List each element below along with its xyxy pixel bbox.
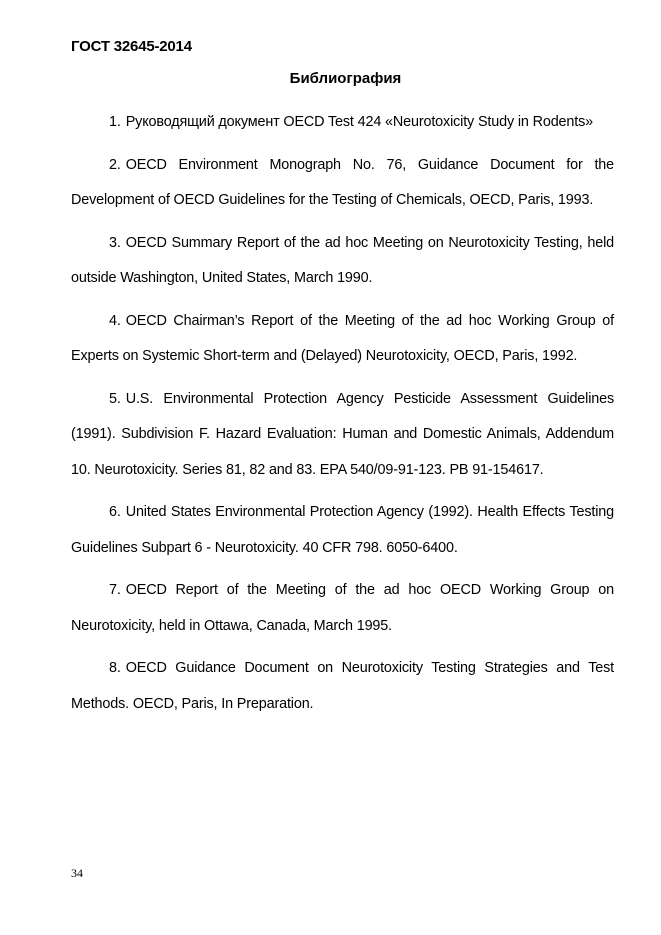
page-number: 34 <box>71 866 83 880</box>
item-number: 6. <box>109 504 121 520</box>
item-number: 4. <box>109 312 121 329</box>
bibliography-item <box>71 651 614 722</box>
item-number: 5. <box>109 390 121 407</box>
item-number: 2. <box>109 156 121 173</box>
item-text: U.S. Environmental Protection Agency Pesticide Assessment Guidelines (1991). Subdivision F. Hazard Evaluation: Human and Domestic Animals, Addendum 10. Neurotoxicity. Series 81, 82 and 83. EPA 540/09-91-123. PB 91-154617. <box>71 390 614 478</box>
item-text: United States Environmental Protection Agency (1992). Health Effects Testing Guidelines Subpart 6 - Neurotoxicity. 40 CFR 798. 6050-6400. <box>71 504 614 556</box>
item-text: OECD Guidance Document on Neurotoxicity Testing Strategies and Test Methods. OECD, Paris, In Preparation. <box>71 660 614 712</box>
item-text: OECD Report of the Meeting of the ad hoc OECD Working Group on Neurotoxicity, held in Ottawa, Canada, March 1995. <box>71 582 614 634</box>
item-text: OECD Chairman’s Report of the Meeting of the ad hoc Working Group of Experts on Systemic Short-term and (Delayed) Neurotoxicity, OECD, Paris, 1992. <box>71 312 614 364</box>
bibliography-item <box>71 495 614 566</box>
item-number: 8. <box>109 660 121 676</box>
item-text: OECD Environment Monograph No. 76, Guidance Document for the Development of OECD Guidelines for the Testing of Chemicals, OECD, Paris, 1993. <box>71 156 614 208</box>
document-code: ГОСТ 32645-2014 <box>71 38 192 55</box>
bibliography-item <box>71 226 614 297</box>
bibliography-item <box>71 382 614 489</box>
bibliography-item <box>71 304 614 375</box>
bibliography-item <box>71 573 614 644</box>
bibliography-list <box>71 105 614 729</box>
section-title: Библиография <box>289 70 402 87</box>
bibliography-item <box>71 148 614 219</box>
item-number: 1. <box>109 114 121 130</box>
item-text: Руководящий документ OECD Test 424 «Neurotoxicity Study in Rodents» <box>125 114 593 130</box>
bibliography-item <box>71 105 614 141</box>
item-text: OECD Summary Report of the ad hoc Meeting on Neurotoxicity Testing, held outside Washington, United States, March 1990. <box>71 234 614 286</box>
item-number: 3. <box>109 234 121 251</box>
item-number: 7. <box>109 582 121 598</box>
